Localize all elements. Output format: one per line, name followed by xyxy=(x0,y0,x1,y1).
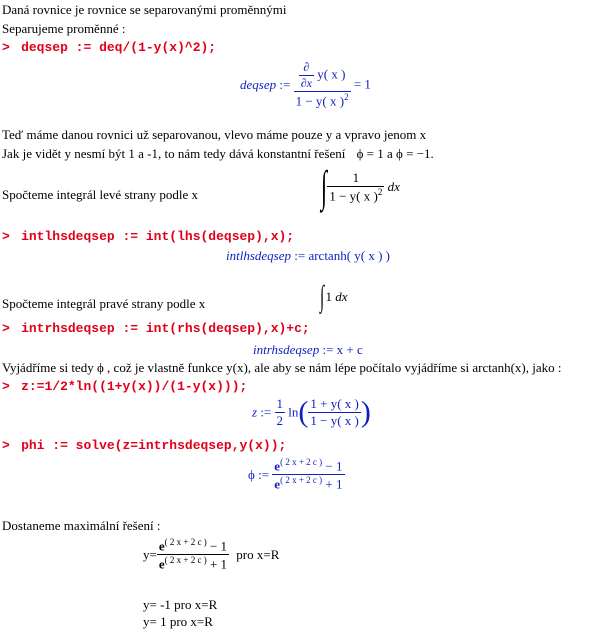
integral-left-fraction: $\frac{1}{1 - y( x )^2}$ xyxy=(329,169,383,204)
ln-fraction: $\frac{1 + y( x )}{1 - y( x )}$ xyxy=(310,396,359,428)
integral-left-expression xyxy=(318,162,400,211)
y-of-x: y( x ) xyxy=(317,66,346,82)
command-text[interactable]: intrhsdeqsep := int(rhs(deqsep),x)+c; xyxy=(21,321,310,336)
partial-derivative xyxy=(299,60,314,91)
solution-fraction: $\frac{e^{( 2 x + 2 c )} - 1}{e^{( 2 x + 2 c )} + 1}$ xyxy=(158,537,228,572)
integral-sign: ∫ xyxy=(321,162,328,211)
partial-dx: ∂x xyxy=(300,76,312,90)
output-phi: ϕ := $\frac{e^{( 2 x + 2 c )} - 1}{e^{( 2 x + 2 c )} + 1}$ xyxy=(248,457,343,492)
dx: dx xyxy=(387,179,400,194)
equals-one: = 1 xyxy=(353,76,371,92)
left-paren: ( xyxy=(298,395,309,429)
command-line-1[interactable] xyxy=(2,39,216,55)
prompt: > xyxy=(2,321,10,336)
intro-line-1: Daná rovnice je rovnice se separovanými proměnnými xyxy=(2,2,287,17)
text-express-phi: Vyjádříme si tedy ϕ , což je vlastně funkce y(x), ale aby se nám lépe počítalo vyjádříme si arctanh(x), jako : xyxy=(2,360,562,375)
prompt: > xyxy=(2,40,10,55)
intro-line-2: Separujeme proměnné : xyxy=(2,21,126,36)
output-intrhsdeqsep: intrhsdeqsep := x + c xyxy=(253,342,363,357)
partial-symbol: ∂ xyxy=(303,60,310,74)
ln: ln xyxy=(288,404,299,420)
half-fraction: $\frac{1}{2}$ xyxy=(276,396,284,428)
dx: dx xyxy=(335,289,348,304)
phi-constants: ϕ = 1 a ϕ = −1. xyxy=(356,146,434,161)
integral-right-expression: ∫ 1 dx xyxy=(320,280,348,313)
deqsep-fraction xyxy=(294,60,351,109)
deqsep-denominator: 1 − y( x )$^2$ xyxy=(295,92,349,109)
integral-right-label: Spočteme integrál pravé strany podle x xyxy=(2,296,206,311)
domain-note: pro x=R xyxy=(236,546,280,562)
text-separated: Teď máme danou rovnici už separovanou, vlevo máme pouze y a vpravo jenom x xyxy=(2,127,427,142)
output-deqsep xyxy=(240,60,371,109)
output-intlhsdeqsep: intlhsdeqsep := arctanh( y( x ) ) xyxy=(226,248,391,263)
command-line-2[interactable] xyxy=(2,228,294,244)
text-constant-solutions: Jak je vidět y nesmí být 1 a -1, to nám tedy dává konstantní řešení ϕ = 1 a ϕ = −1. xyxy=(2,146,434,161)
prompt: > xyxy=(2,229,10,244)
output-lhs: deqsep := xyxy=(240,76,291,92)
command-text[interactable]: intlhsdeqsep := int(lhs(deqsep),x); xyxy=(21,229,295,244)
command-line-5[interactable] xyxy=(2,437,286,453)
phi-fraction: $\frac{e^{( 2 x + 2 c )} - 1}{e^{( 2 x + 2 c )} + 1}$ xyxy=(274,457,343,492)
command-line-4[interactable] xyxy=(2,378,247,394)
command-text[interactable]: z:=1/2*ln((1+y(x))/(1-y(x))); xyxy=(21,379,248,394)
prompt: > xyxy=(2,438,10,453)
command-text[interactable]: deqsep := deq/(1-y(x)^2); xyxy=(21,40,217,55)
integral-sign: ∫ xyxy=(320,280,325,313)
command-line-3[interactable] xyxy=(2,320,310,336)
solution-minus-one: y= -1 pro x=R xyxy=(143,597,218,612)
deqsep-numerator xyxy=(294,60,351,91)
prompt: > xyxy=(2,379,10,394)
conclusion-label: Dostaneme maximální řešení : xyxy=(2,518,161,533)
right-paren: ) xyxy=(360,395,371,429)
output-z: z := $\frac{1}{2}$ ln( $\frac{1 + y( x )}{1 - y( x )}$ ) xyxy=(252,395,371,429)
solution-plus-one: y= 1 pro x=R xyxy=(143,614,213,629)
max-solution: y= $\frac{e^{( 2 x + 2 c )} - 1}{e^{( 2 x + 2 c )} + 1}$ pro x=R xyxy=(143,537,280,572)
command-text[interactable]: phi := solve(z=intrhsdeqsep,y(x)); xyxy=(21,438,287,453)
integral-left-label: Spočteme integrál levé strany podle x xyxy=(2,187,199,202)
